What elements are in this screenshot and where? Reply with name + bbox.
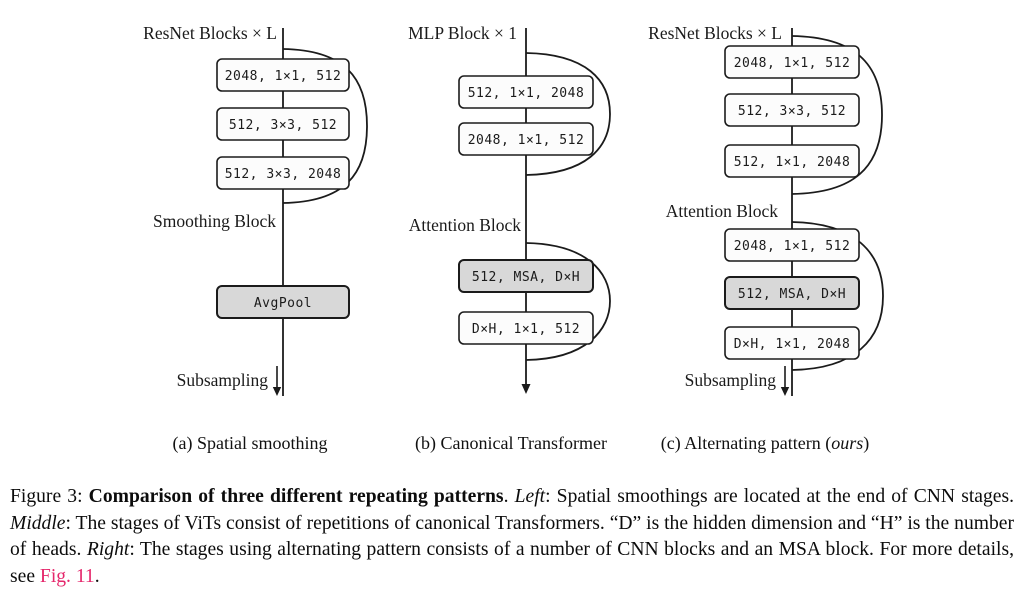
subcaption-c [661,433,869,454]
conv-box-a2-text: 512, 3×3, 512 [228,118,338,133]
column-canonical-transformer [408,23,610,394]
skip-connection-b1 [526,53,610,175]
resnet-blocks-label-a: ResNet Blocks × L [143,23,277,43]
msa-box-b-text: 512, MSA, D×H [471,270,581,285]
subsampling-label-c: Subsampling [684,370,776,390]
caption-middle-italic: Middle [10,512,66,534]
smoothing-block-label: Smoothing Block [153,211,276,231]
subcaption-c-ours: ours [831,433,864,453]
down-arrow-icon [273,366,281,396]
mlp-block-label: MLP Block × 1 [408,23,517,43]
subcaption-c-prefix: (c) Alternating pattern ( [660,433,832,453]
avgpool-box-text: AvgPool [253,296,313,311]
caption-text: : The stages of ViTs consist of repetitions of canonical Transformers. “D” is the hidden dimension and “H” is the number of heads. [10,512,1014,561]
conv-box-c1-text: 2048, 1×1, 512 [733,56,851,71]
down-arrow-icon [781,366,789,396]
msa-box-c-text: 512, MSA, D×H [737,287,847,302]
column-spatial-smoothing [143,23,367,396]
subcaption-a: (a) Spatial smoothing [172,433,328,453]
caption-text: . [503,486,515,507]
caption-right-italic: Right [86,539,130,561]
subcaption-row [0,433,1024,457]
subcaption-c-suffix: ) [863,433,870,453]
fig-11-link[interactable]: Fig. 11 [39,565,95,587]
down-arrow-icon [522,384,531,394]
caption-left-italic: Left [514,486,546,507]
caption-text: : The stages using alternating pattern consists of a number of CNN blocks and an MSA block. For more details, see [10,539,1014,587]
conv-box-c3-text: 512, 1×1, 2048 [733,155,851,170]
caption-text: : Spatial smoothings are located at the end of CNN stages. [545,486,1015,507]
proj-box-b-text: D×H, 1×1, 512 [471,322,581,337]
subcaption-b: (b) Canonical Transformer [415,433,607,453]
caption-figure-number: Figure 3: [10,486,89,507]
attention-block-label-c: Attention Block [665,201,778,221]
column-alternating-pattern [648,23,883,396]
conv-box-c2-text: 512, 3×3, 512 [737,104,847,119]
attention-block-label-b: Attention Block [408,215,521,235]
mlp-box-b1-text: 512, 1×1, 2048 [467,86,585,101]
caption-text: . [94,565,100,587]
conv-box-c4-text: 2048, 1×1, 512 [733,239,851,254]
figure-caption [10,484,1014,590]
mlp-box-b2-text: 2048, 1×1, 512 [467,133,585,148]
caption-title-bold: Comparison of three different repeating patterns [88,486,504,507]
resnet-blocks-label-c: ResNet Blocks × L [648,23,782,43]
conv-box-a1-text: 2048, 1×1, 512 [224,69,342,84]
proj-box-c-text: D×H, 1×1, 2048 [733,337,851,352]
subsampling-label-a: Subsampling [176,370,268,390]
conv-box-a3-text: 512, 3×3, 2048 [224,167,342,182]
